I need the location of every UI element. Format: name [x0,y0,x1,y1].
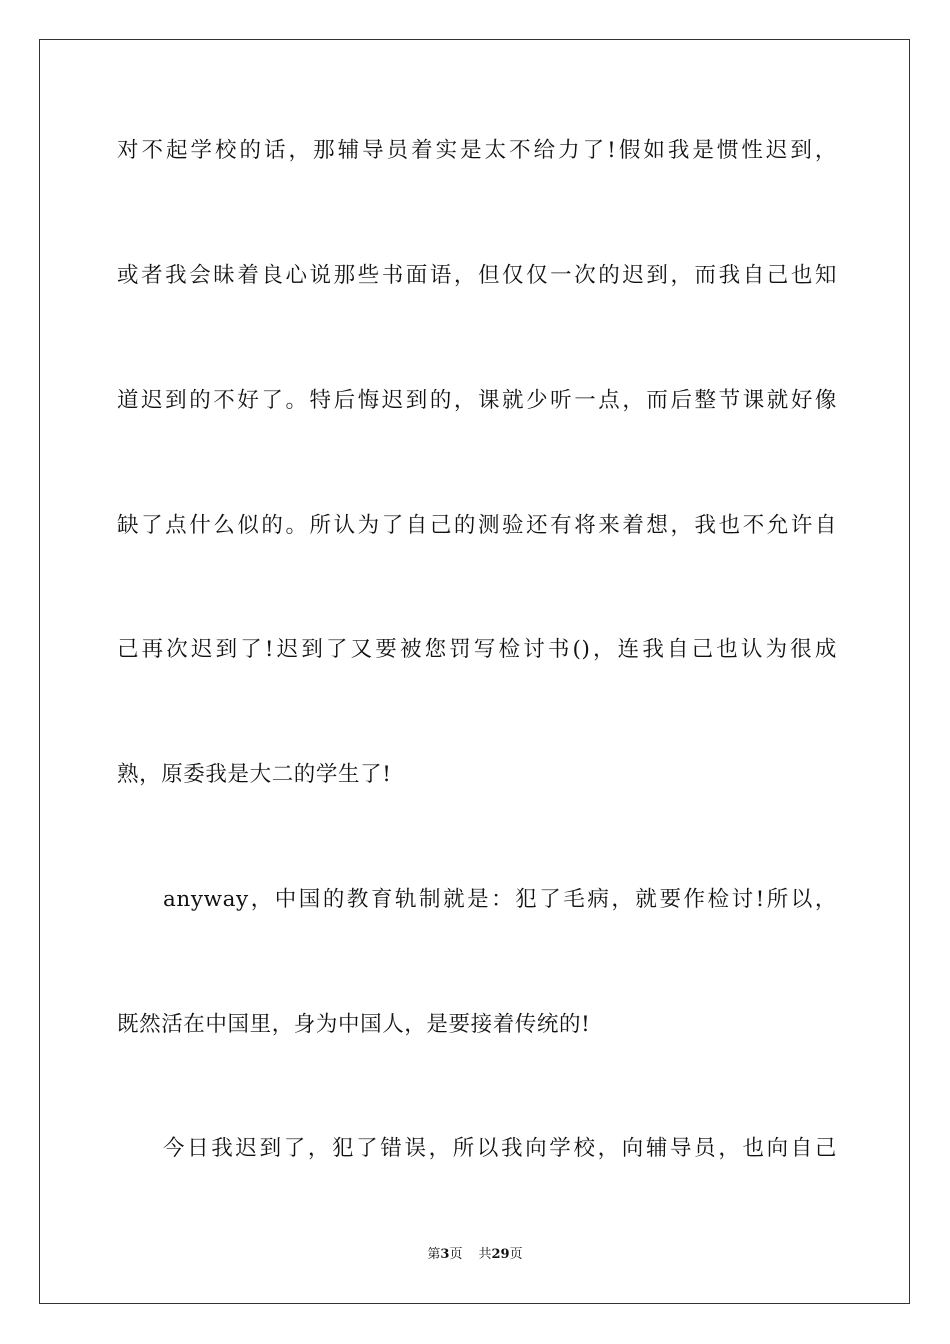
body-text-line-8: 既然活在中国里，身为中国人，是要接着传统的! [117,1012,591,1037]
page-footer [0,1246,950,1264]
footer-total-suffix: 页 [509,1247,523,1262]
footer-total-number: 29 [491,1247,510,1262]
footer-page-number: 3 [440,1247,450,1262]
body-text-line-4: 缺了点什么似的。所认为了自己的测验还有将来着想，我也不允许自 [117,513,837,538]
body-text-line-1: 对不起学校的话，那辅导员着实是太不给力了!假如我是惯性迟到， [117,138,837,163]
paragraph-line-anyway: anyway，中国的教育轨制就是：犯了毛病，就要作检讨!所以， [163,887,837,912]
paragraph-line-today: 今日我迟到了，犯了错误，所以我向学校，向辅导员，也向自己 [163,1136,837,1161]
footer-total-prefix: 共 [478,1247,492,1262]
body-text-line-5: 己再次迟到了!迟到了又要被您罚写检讨书()，连我自己也认为很成 [117,637,837,662]
body-text-line-3: 道迟到的不好了。特后悔迟到的，课就少听一点，而后整节课就好像 [117,388,837,413]
footer-page-suffix: 页 [449,1247,463,1262]
body-text-line-2: 或者我会昧着良心说那些书面语，但仅仅一次的迟到，而我自己也知 [117,263,837,288]
footer-page-prefix: 第 [427,1247,441,1262]
page-border [39,39,910,1304]
body-text-line-6: 熟，原委我是大二的学生了! [117,762,392,787]
